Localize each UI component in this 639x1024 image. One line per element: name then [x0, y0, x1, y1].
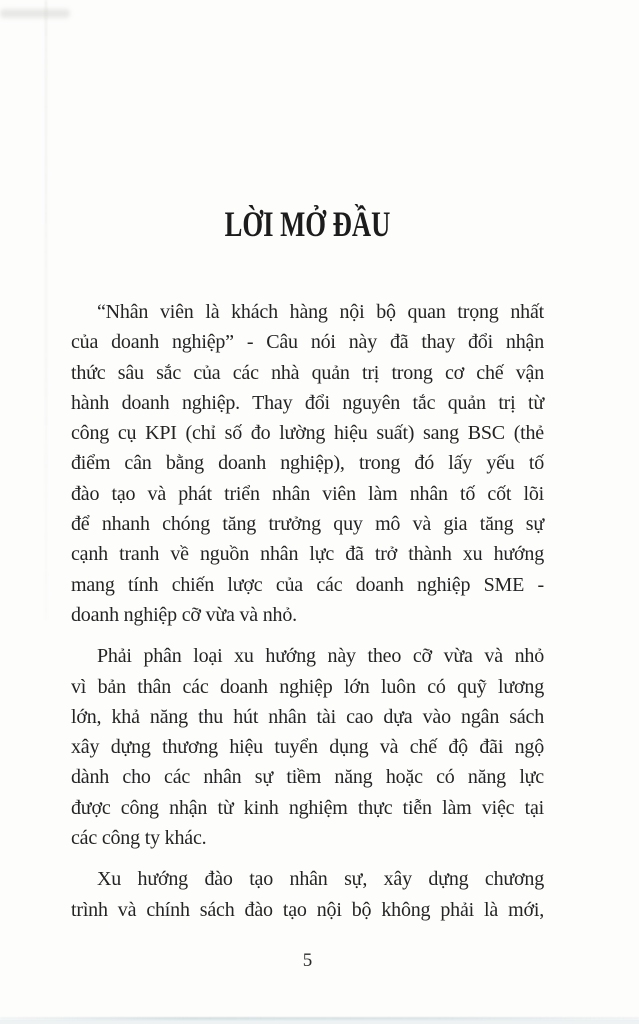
text-line: để nhanh chóng tăng trưởng quy mô và gia tăng sự	[71, 513, 544, 536]
text-line: đào tạo và phát triển nhân viên làm nhân tố cốt lõi	[71, 482, 544, 505]
text-line: dành cho các nhân sự tiềm năng hoặc có năng lực	[71, 766, 544, 789]
text-line: doanh nghiệp cỡ vừa và nhỏ.	[71, 603, 297, 626]
paragraph	[71, 864, 544, 925]
text-line: được công nhận từ kinh nghiệm thực tiễn làm việc tại	[71, 796, 544, 819]
chapter-title: LỜI MỞ ĐẦU	[224, 204, 391, 244]
paragraph	[71, 297, 544, 630]
text-line: lớn, khả năng thu hút nhân tài cao dựa vào ngân sách	[71, 705, 544, 728]
text-line: “Nhân viên là khách hàng nội bộ quan trọng nhất	[97, 301, 544, 323]
text-line: điểm cân bằng doanh nghiệp), trong đó lấy yếu tố	[71, 452, 544, 475]
page-number: 5	[302, 950, 313, 971]
text-line: vì bản thân các doanh nghiệp lớn luôn có quỹ lương	[71, 675, 544, 698]
text-line: mang tính chiến lược của các doanh nghiệp SME -	[71, 573, 544, 596]
text-line: xây dựng thương hiệu tuyển dụng và chế độ đãi ngộ	[71, 736, 544, 759]
text-line: Xu hướng đào tạo nhân sự, xây dựng chương	[97, 868, 544, 891]
text-line: thức sâu sắc của các nhà quản trị trong cơ chế vận	[71, 361, 544, 384]
text-line: Phải phân loại xu hướng này theo cỡ vừa và nhỏ	[97, 645, 544, 668]
scan-artifact-top-left	[0, 9, 70, 18]
text-line: công cụ KPI (chỉ số đo lường hiệu suất) sang BSC (thẻ	[71, 422, 544, 445]
text-line: các công ty khác.	[71, 827, 207, 850]
scan-left-edge-shadow	[45, 0, 47, 620]
body-text	[71, 297, 544, 925]
text-line: của doanh nghiệp” - Câu nói này đã thay đổi nhận	[71, 331, 544, 354]
text-line: hành doanh nghiệp. Thay đổi nguyên tắc quản trị từ	[71, 391, 544, 414]
text-line: trình và chính sách đào tạo nội bộ không phải là mới,	[71, 898, 544, 921]
scan-bottom-edge-band	[0, 1020, 639, 1024]
paragraph	[71, 641, 544, 853]
text-line: cạnh tranh về nguồn nhân lực đã trở thành xu hướng	[71, 543, 544, 566]
